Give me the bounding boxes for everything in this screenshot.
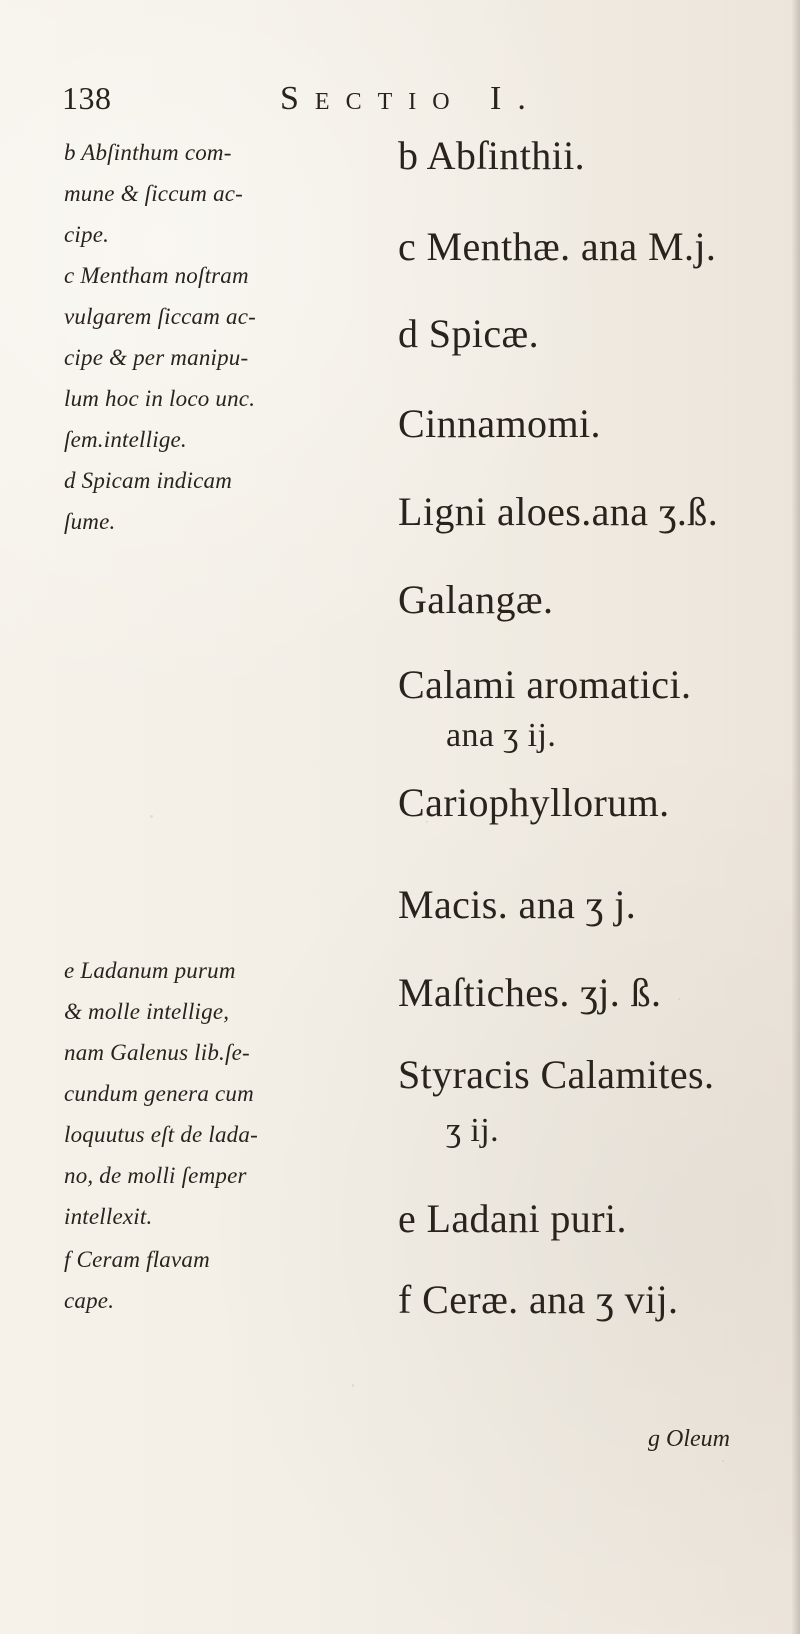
page-number: 138 bbox=[62, 80, 112, 116]
left-note-line: cape. bbox=[64, 1288, 115, 1313]
left-note-line: mune & ſiccum ac- bbox=[64, 181, 244, 206]
recipe-line: ana ʒ ij. bbox=[446, 717, 557, 754]
left-note-line: loquutus eſt de lada- bbox=[64, 1122, 258, 1147]
section-title: Sectio I. bbox=[280, 80, 542, 117]
recipe-line: Cinnamomi. bbox=[398, 401, 601, 446]
recipe-line: d Spicæ. bbox=[398, 311, 539, 356]
left-note-line: ſume. bbox=[64, 509, 116, 534]
recipe-line: Cariophyllorum. bbox=[398, 780, 670, 825]
recipe-line: c Menthæ. ana M.j. bbox=[398, 224, 717, 269]
left-note-line: lum hoc in loco unc. bbox=[64, 386, 256, 411]
left-note-line: nam Galenus lib.ſe- bbox=[64, 1040, 250, 1065]
left-note-line: c Mentham noſtram bbox=[64, 263, 249, 288]
left-note-line: e Ladanum purum bbox=[64, 958, 236, 983]
recipe-line: Styracis Calamites. bbox=[398, 1052, 715, 1097]
page-header bbox=[62, 80, 622, 130]
left-note-line: vulgarem ſiccam ac- bbox=[64, 304, 256, 329]
recipe-line: Macis. ana ʒ j. bbox=[398, 882, 637, 927]
recipe-line: Galangæ. bbox=[398, 577, 554, 622]
left-note-line: d Spicam indicam bbox=[64, 468, 233, 493]
recipe-line: f Ceræ. ana ʒ vij. bbox=[398, 1277, 679, 1322]
recipe-line: Maſtiches. ʒj. ß. bbox=[398, 970, 662, 1015]
left-note-line: ſem.intellige. bbox=[64, 427, 187, 452]
paper-spot bbox=[722, 1460, 724, 1462]
recipe-line: Calami aromatici. bbox=[398, 662, 692, 707]
recipe-line: b Abſinthii. bbox=[398, 133, 586, 178]
left-note-line: cipe & per manipu- bbox=[64, 345, 249, 370]
recipe-line: ʒ ij. bbox=[446, 1112, 499, 1149]
left-note-line: b Abſinthum com- bbox=[64, 140, 232, 165]
paper-spot bbox=[150, 815, 153, 818]
left-note-line: cundum genera cum bbox=[64, 1081, 254, 1106]
left-note-line: f Ceram flavam bbox=[64, 1247, 210, 1272]
catchword: g Oleum bbox=[648, 1426, 730, 1452]
left-note-line: no, de molli ſemper bbox=[64, 1163, 247, 1188]
paper-spot bbox=[678, 998, 680, 1000]
recipe-line: Ligni aloes.ana ʒ.ß. bbox=[398, 489, 719, 534]
left-note-line: cipe. bbox=[64, 222, 110, 247]
left-note-line: intellexit. bbox=[64, 1204, 153, 1229]
recipe-line: e Ladani puri. bbox=[398, 1196, 627, 1241]
paper-spot bbox=[352, 1384, 354, 1387]
page-edge bbox=[792, 0, 800, 1634]
left-note-line: & molle intellige, bbox=[64, 999, 230, 1024]
